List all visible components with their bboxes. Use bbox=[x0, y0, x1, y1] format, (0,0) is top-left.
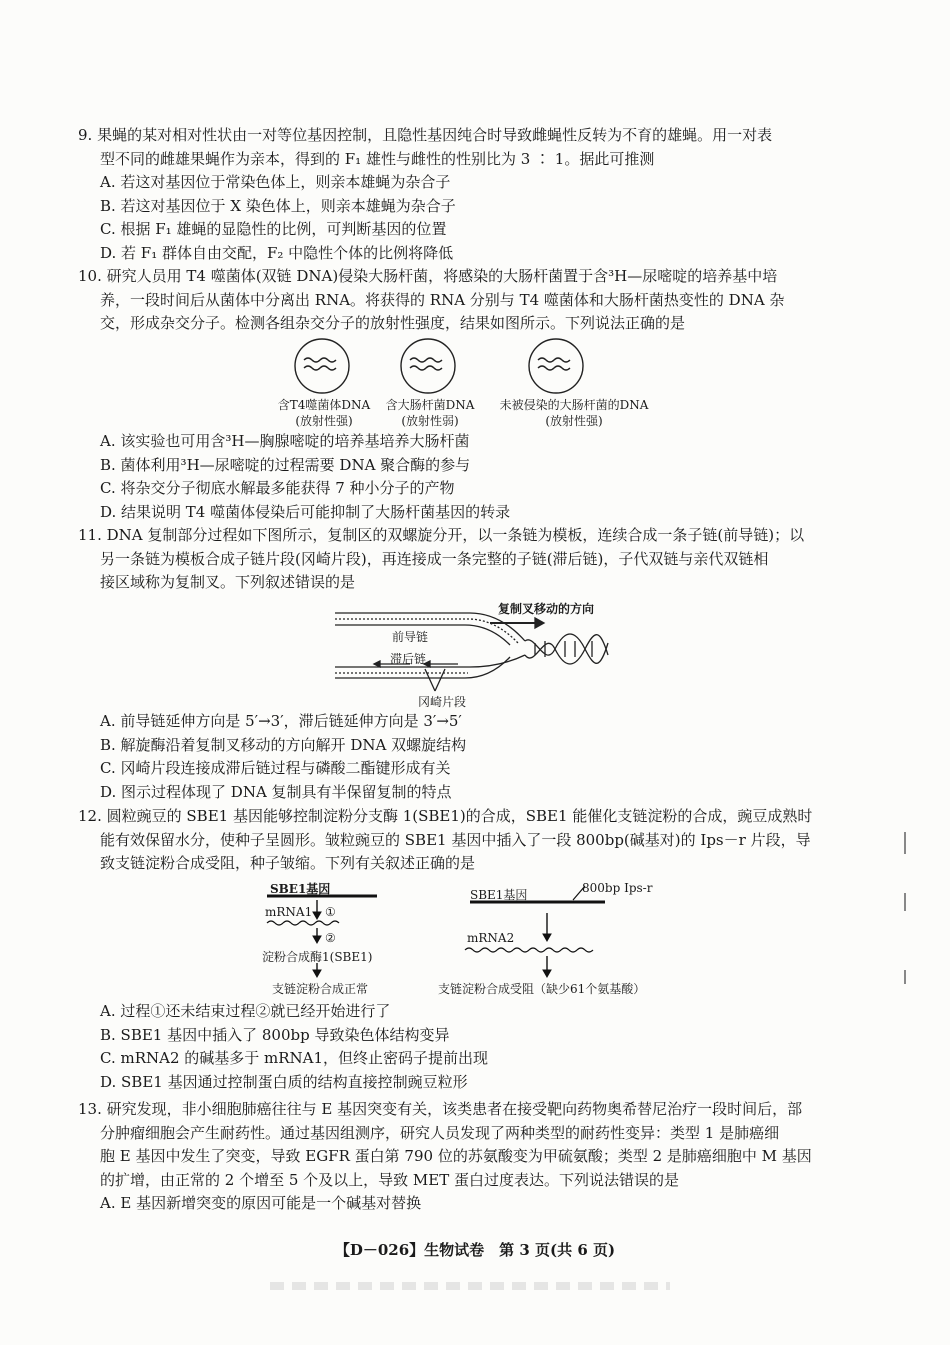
q13-stem-line3: 胞 E 基因中发生了突变，导致 EGFR 蛋白第 790 位的苏氨酸变为甲硫氨酸；类型 2 是肺癌细胞中 M 基因 bbox=[100, 1147, 812, 1165]
q13-stem-line2: 分肿瘤细胞会产生耐药性。通过基因组测序，研究人员发现了两种类型的耐药性变异：类型 1 是肺癌细 bbox=[100, 1123, 780, 1142]
q10-fig-caption-2 bbox=[378, 397, 482, 429]
question-9 bbox=[78, 124, 868, 265]
q12-mrna1-label: mRNA1 bbox=[265, 905, 313, 919]
q10-figure bbox=[280, 338, 620, 398]
q11-option-c: C. 冈崎片段连接成滞后链过程与磷酸二酯键形成有关 bbox=[100, 759, 451, 777]
q11-lagging-label: 滞后链 bbox=[390, 652, 427, 666]
q13-stem-line4: 的扩增，由正常的 2 个增至 5 个及以上，导致 MET 蛋白过度表达。下列说法错误的是 bbox=[100, 1170, 680, 1189]
question-13 bbox=[78, 1098, 868, 1216]
q13-option-a: A. E 基因新增突变的原因可能是一个碱基对替换 bbox=[100, 1194, 422, 1212]
q12-option-a: A. 过程①还未结束过程②就已经开始进行了 bbox=[100, 1002, 391, 1020]
q9-stem-line1: 9. 果蝇的某对相对性状由一对等位基因控制，且隐性基因纯合时导致雌蝇性反转为不育的雄蝇。用一对表 bbox=[78, 126, 773, 144]
q12-stem-line1: 12. 圆粒豌豆的 SBE1 基因能够控制淀粉分支酶 1(SBE1)的合成，SBE1 能催化支链淀粉的合成，豌豆成熟时 bbox=[78, 807, 813, 825]
q10-stem-line2: 养，一段时间后从菌体中分离出 RNA。将获得的 RNA 分别与 T4 噬菌体和大肠杆菌热变性的 DNA 杂 bbox=[100, 290, 785, 309]
q9-option-a: A. 若这对基因位于常染色体上，则亲本雄蝇为杂合子 bbox=[100, 173, 451, 191]
q12-options bbox=[78, 1000, 868, 1094]
caption-name: 含大肠杆菌DNA bbox=[385, 398, 475, 412]
q10-fig-caption-3 bbox=[486, 397, 662, 429]
q11-okazaki-label: 冈崎片段 bbox=[418, 695, 467, 709]
q10-option-a: A. 该实验也可用含³H—胸腺嘧啶的培养基培养大肠杆菌 bbox=[100, 432, 470, 450]
q12-normal-label: 支链淀粉合成正常 bbox=[272, 982, 369, 996]
q10-stem-line1: 10. 研究人员用 T4 噬菌体(双链 DNA)侵染大肠杆菌，将感染的大肠杆菌置于含³H—尿嘧啶的培养基中培 bbox=[78, 267, 778, 285]
q12-stem-line3: 致支链淀粉合成受阻，种子皱缩。下列有关叙述正确的是 bbox=[100, 854, 476, 872]
q10-fig-caption-1 bbox=[272, 397, 376, 429]
q9-option-b: B. 若这对基因位于 X 染色体上，则亲本雄蝇为杂合子 bbox=[100, 196, 456, 215]
q10-option-b: B. 菌体利用³H—尿嘧啶的过程需要 DNA 聚合酶的参与 bbox=[100, 455, 471, 474]
q12-gene-label: SBE1基因 bbox=[270, 882, 331, 896]
circle-ecoli bbox=[401, 339, 455, 393]
circle-uninfected bbox=[529, 339, 583, 393]
caption-name: 含T4噬菌体DNA bbox=[277, 398, 371, 412]
question-10 bbox=[78, 265, 868, 336]
q10-option-d: D. 结果说明 T4 噬菌体侵染后可能抑制了大肠杆菌基因的转录 bbox=[100, 502, 511, 521]
q11-option-a: A. 前导链延伸方向是 5′→3′，滞后链延伸方向是 3′→5′ bbox=[100, 712, 462, 730]
q9-option-d: D. 若 F₁ 群体自由交配，F₂ 中隐性个体的比例将降低 bbox=[100, 243, 454, 262]
q10-options bbox=[78, 430, 868, 524]
q12-gene2-label: SBE1基因 bbox=[470, 888, 528, 902]
q12-step2-label: ② bbox=[325, 931, 336, 945]
page-footer: 【D－026】生物试卷 第 3 页(共 6 页) bbox=[334, 1241, 616, 1259]
q12-option-d: D. SBE1 基因通过控制蛋白质的结构直接控制豌豆粒形 bbox=[100, 1072, 468, 1091]
caption-level: (放射性强) bbox=[295, 414, 353, 428]
q11-option-b: B. 解旋酶沿着复制叉移动的方向解开 DNA 双螺旋结构 bbox=[100, 735, 467, 754]
q13-stem-line1: 13. 研究发现，非小细胞肺癌往往与 E 基因突变有关，该类患者在接受靶向药物奥希替尼治疗一段时间后，部 bbox=[78, 1100, 803, 1118]
q9-option-c: C. 根据 F₁ 雄蝇的显隐性的比例，可判断基因的位置 bbox=[100, 220, 447, 238]
q12-enzyme-label: 淀粉合成酶1(SBE1) bbox=[262, 950, 373, 964]
q12-insert-label: 800bp Ips-r bbox=[582, 881, 653, 895]
circle-t4 bbox=[295, 339, 349, 393]
q11-stem-line1: 11. DNA 复制部分过程如下图所示，复制区的双螺旋分开，以一条链为模板，连续合成一条子链(前导链)；以 bbox=[78, 526, 805, 544]
q12-step1-label: ① bbox=[325, 905, 336, 919]
q9-stem-line2: 型不同的雌雄果蝇作为亲本，得到的 F₁ 雄性与雌性的性别比为 3 ∶ 1。据此可推测 bbox=[100, 149, 655, 168]
q12-mrna2-label: mRNA2 bbox=[467, 931, 515, 945]
bleed-through-strip bbox=[270, 1282, 670, 1290]
margin-mark bbox=[904, 970, 906, 984]
q11-direction-label: 复制叉移动的方向 bbox=[498, 602, 595, 616]
question-12 bbox=[78, 805, 868, 876]
q12-option-b: B. SBE1 基因中插入了 800bp 导致染色体结构变异 bbox=[100, 1025, 450, 1044]
q10-option-c: C. 将杂交分子彻底水解最多能获得 7 种小分子的产物 bbox=[100, 479, 455, 497]
q12-stem-line2: 能有效保留水分，使种子呈圆形。皱粒豌豆的 SBE1 基因中插入了一段 800bp(碱基对)的 Ips－r 片段，导 bbox=[100, 830, 811, 849]
q11-stem-line3: 接区域称为复制叉。下列叙述错误的是 bbox=[100, 573, 356, 591]
q11-option-d: D. 图示过程体现了 DNA 复制具有半保留复制的特点 bbox=[100, 782, 452, 801]
caption-level: (放射性强) bbox=[545, 414, 603, 428]
caption-name: 未被侵染的大肠杆菌的DNA bbox=[499, 398, 649, 412]
q11-options bbox=[78, 710, 868, 804]
margin-mark bbox=[904, 893, 906, 911]
question-11 bbox=[78, 524, 868, 595]
q12-option-c: C. mRNA2 的碱基多于 mRNA1，但终止密码子提前出现 bbox=[100, 1049, 489, 1067]
q12-blocked-label: 支链淀粉合成受阻（缺少61个氨基酸） bbox=[438, 982, 646, 996]
q11-leading-label: 前导链 bbox=[392, 630, 429, 644]
caption-level: (放射性弱) bbox=[401, 414, 459, 428]
q10-stem-line3: 交，形成杂交分子。检测各组杂交分子的放射性强度，结果如图所示。下列说法正确的是 bbox=[100, 314, 686, 332]
margin-mark bbox=[904, 832, 906, 854]
q11-stem-line2: 另一条链为模板合成子链片段(冈崎片段)，再连接成一条完整的子链(滞后链)，子代双链与亲代双链相 bbox=[100, 549, 769, 568]
